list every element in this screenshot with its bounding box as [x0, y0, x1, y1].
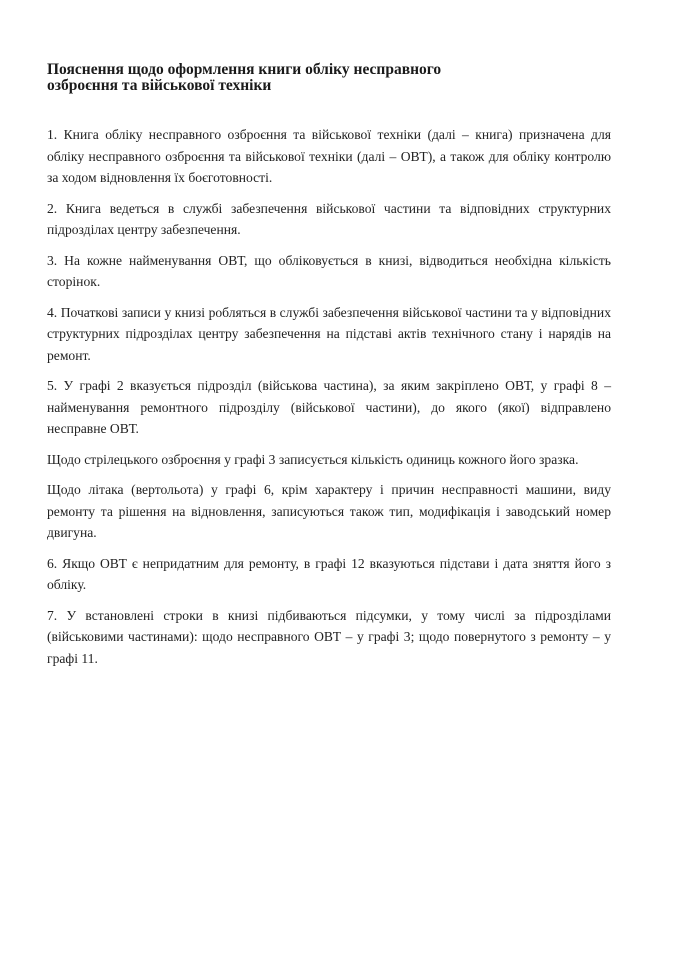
paragraph-2: 2. Книга ведеться в службі забезпечення військової частини та відповідних структурних підрозділах центру забезпечення.	[47, 200, 611, 237]
paragraph-1: 1. Книга обліку несправного озброєння та військової техніки (далі – книга) призначена для обліку несправного озброєння та військової техніки (далі – ОВТ), а також для обліку контролю за ходом відновлення їх боєготовності.	[47, 127, 611, 185]
document-title	[47, 62, 607, 94]
paragraph-7: 7. У встановлені строки в книзі підбиваються підсумки, у тому числі за підрозділами (військовими частинами): щодо несправного ОВТ – у графі 3; щодо повернутого з ремонту – у графі 11.	[47, 607, 611, 666]
paragraph-5: 5. У графі 2 вказується підрозділ (військова частина), за яким закріплено ОВТ, у графі 8 – найменування ремонтного підрозділу (військової частини), до якого (якої) відправлено несправне ОВТ.	[47, 378, 611, 436]
title-line-1: Пояснення щодо оформлення книги обліку несправного	[47, 61, 442, 78]
paragraph-5-small-arms-note: Щодо стрілецького озброєння у графі 3 записується кількість одиниць кожного його зразка.	[47, 451, 579, 467]
paragraph-4: 4. Початкові записи у книзі робляться в службі забезпечення військової частини та у відповідних структурних підрозділах центру забезпечення на підставі актів технічного стану і нарядів на ремонт.	[47, 304, 611, 363]
paragraph-3: 3. На кожне найменування ОВТ, що обліковується в книзі, відводиться необхідна кількість сторінок.	[47, 252, 611, 289]
paragraph-5-aircraft-note: Щодо літака (вертольота) у графі 6, крім характеру і причин несправності машини, виду ремонту та рішення на відновлення, записуються також тип, модифікація і заводський номер двигуна.	[47, 482, 611, 540]
document-body	[47, 124, 611, 678]
paragraph-6: 6. Якщо ОВТ є непридатним для ремонту, в графі 12 вказуються підстави і дата зняття його з обліку.	[47, 555, 611, 592]
title-line-2: озброєння та військової техніки	[47, 77, 272, 94]
